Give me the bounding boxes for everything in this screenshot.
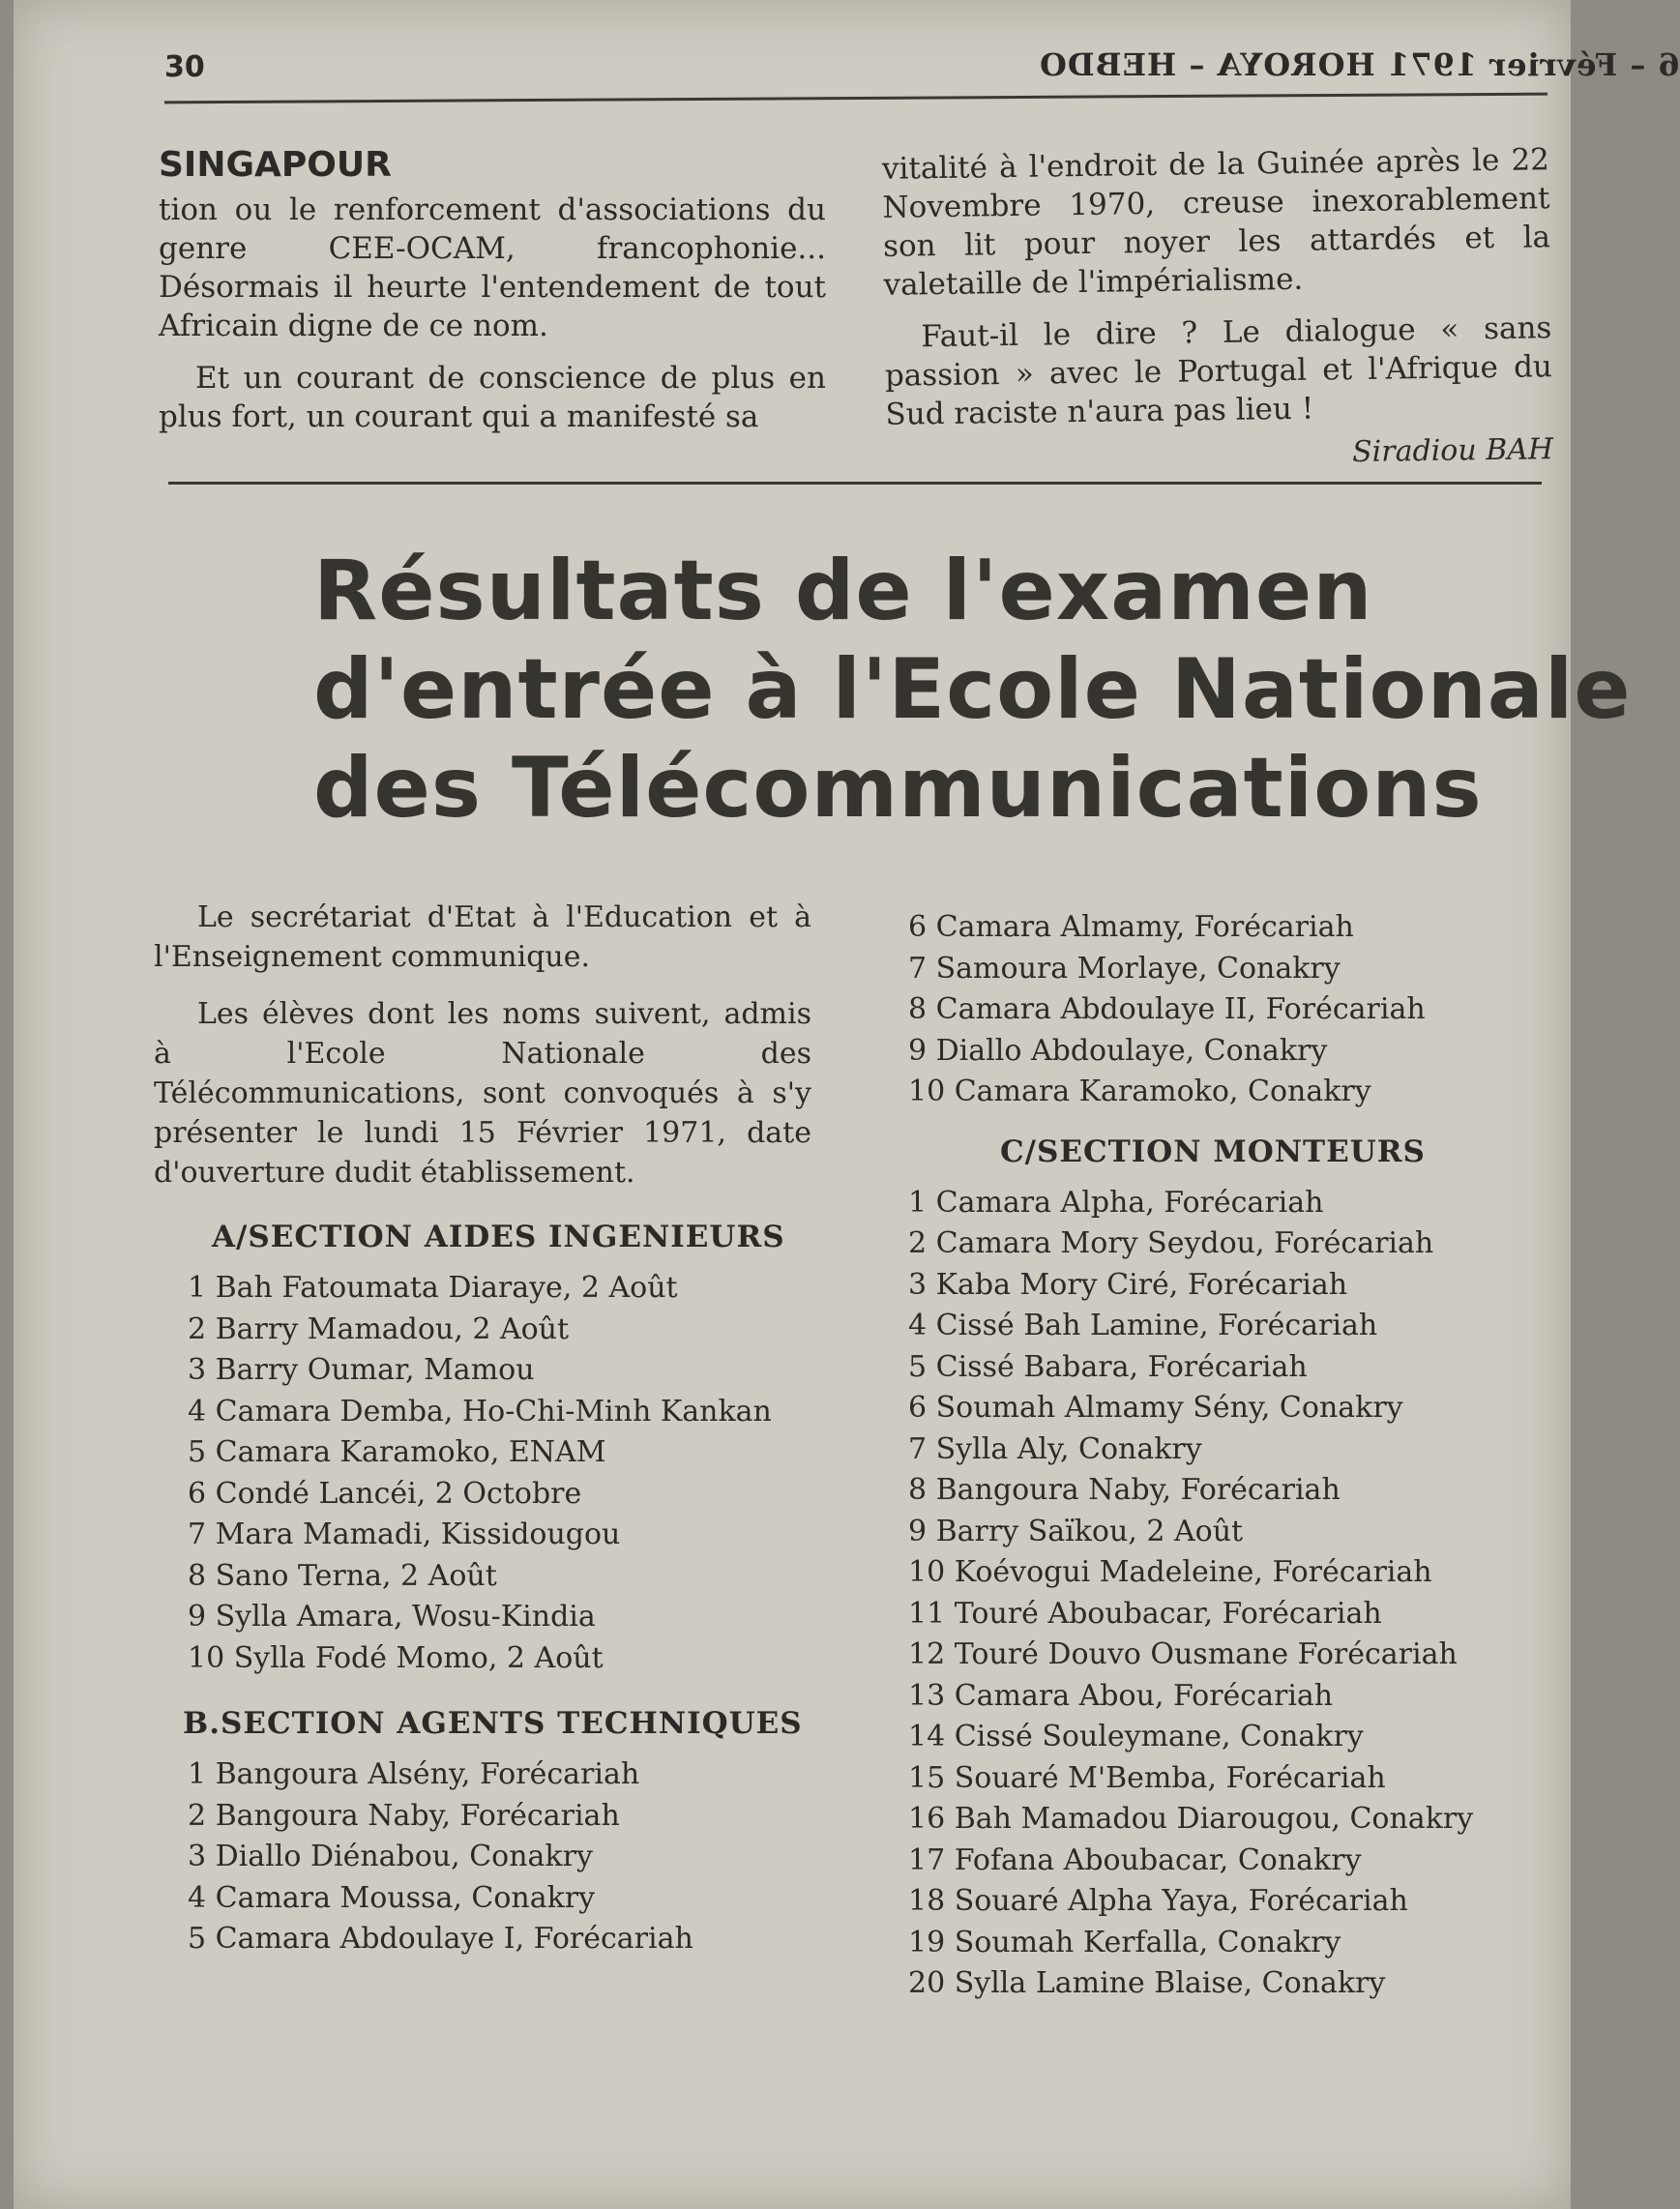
list-item: 3 Kaba Mory Ciré, Forécariah [908, 1267, 1348, 1302]
list-item: 5 Cissé Babara, Forécariah [908, 1349, 1308, 1384]
section-b-list-part2 [908, 907, 1566, 1113]
list-item: 2 Camara Mory Seydou, Forécariah [908, 1226, 1434, 1260]
article-kicker: SINGAPOUR [159, 145, 392, 185]
list-item: 1 Bangoura Alsény, Forécariah [188, 1757, 640, 1791]
list-item: 12 Touré Douvo Ousmane Forécariah [908, 1637, 1458, 1671]
list-item: 3 Barry Oumar, Mamou [188, 1353, 535, 1387]
list-item: 4 Camara Demba, Ho-Chi-Minh Kankan [188, 1394, 772, 1428]
list-item: 7 Samoura Morlaye, Conakry [908, 951, 1341, 986]
list-item: 17 Fofana Aboubacar, Conakry [908, 1842, 1362, 1877]
intro-paragraph: Les élèves dont les noms suivent, admis à l'Ecole Nationale des Télécommunications, sont convoqués à s'y présenter le lundi 15 Février 1971, date d'ouverture dudit établissement. [154, 997, 811, 1190]
list-item: 19 Soumah Kerfalla, Conakry [908, 1925, 1341, 1959]
article-headline [313, 542, 1632, 838]
list-item: 3 Diallo Diénabou, Conakry [188, 1840, 593, 1873]
headline-line: des Télécommunications [313, 740, 1483, 837]
newspaper-page [14, 0, 1680, 2209]
running-title: 6 – Février 1971 HOROYA – HEBDO [1039, 46, 1680, 83]
paragraph: Et un courant de conscience de plus en plus fort, un courant qui a manifesté sa [159, 361, 826, 434]
list-item: 20 Sylla Lamine Blaise, Conakry [908, 1966, 1386, 2000]
intro-paragraph: Le secrétariat d'Etat à l'Education et à l'Enseignement communique. [154, 900, 811, 974]
author-signature: Siradiou BAH [1351, 432, 1554, 470]
list-item: 5 Camara Abdoulaye I, Forécariah [188, 1922, 693, 1956]
paragraph: tion ou le renforcement d'associations du genre CEE-OCAM, francophonie... Désormais il heurte l'entendement de tout Africain digne de ce nom. [159, 192, 826, 343]
list-item: 10 Sylla Fodé Momo, 2 Août [188, 1640, 604, 1675]
list-item: 7 Sylla Aly, Conakry [908, 1431, 1202, 1466]
list-item: 15 Souaré M'Bemba, Forécariah [908, 1760, 1386, 1795]
previous-article-right-column [882, 140, 1554, 476]
list-item: 6 Condé Lancéi, 2 Octobre [188, 1476, 582, 1511]
list-item: 10 Koévogui Madeleine, Forécariah [908, 1555, 1432, 1589]
list-item: 1 Bah Fatoumata Diaraye, 2 Août [188, 1271, 678, 1305]
headline-line: d'entrée à l'Ecole Nationale [313, 641, 1632, 738]
list-item: 13 Camara Abou, Forécariah [908, 1678, 1334, 1713]
list-item: 9 Barry Saïkou, 2 Août [908, 1514, 1244, 1548]
section-a-list [154, 1268, 811, 1679]
article-left-column [154, 898, 811, 1960]
list-item: 5 Camara Karamoko, ENAM [188, 1435, 606, 1469]
list-item: 8 Sano Terna, 2 Août [188, 1558, 497, 1593]
section-divider [168, 482, 1542, 485]
section-b-list-part1 [154, 1754, 811, 1960]
article-right-column [908, 907, 1566, 2005]
list-item: 6 Camara Almamy, Forécariah [908, 910, 1354, 944]
paragraph: vitalité à l'endroit de la Guinée après le 22 Novembre 1970, creuse inexorablement son lit pour noyer les attardés et la valetaille de l'impérialisme. [881, 142, 1551, 303]
section-c-heading: C/SECTION MONTEURS [1000, 1134, 1426, 1169]
list-item: 8 Camara Abdoulaye II, Forécariah [908, 992, 1426, 1026]
section-c-list [908, 1183, 1566, 2005]
list-item: 6 Soumah Almamy Sény, Conakry [908, 1391, 1403, 1425]
list-item: 9 Diallo Abdoulaye, Conakry [908, 1033, 1328, 1068]
list-item: 2 Barry Mamadou, 2 Août [188, 1311, 570, 1346]
section-b-heading: B.SECTION AGENTS TECHNIQUES [183, 1706, 803, 1741]
previous-article-left-column [159, 145, 826, 436]
list-item: 18 Souaré Alpha Yaya, Forécariah [908, 1884, 1408, 1918]
paragraph: Faut-il le dire ? Le dialogue « sans passion » avec le Portugal et l'Afrique du Sud raciste n'aura pas lieu ! [884, 310, 1553, 432]
list-item: 8 Bangoura Naby, Forécariah [908, 1473, 1341, 1507]
list-item: 1 Camara Alpha, Forécariah [908, 1185, 1324, 1220]
section-a-heading: A/SECTION AIDES INGENIEURS [212, 1220, 785, 1254]
list-item: 16 Bah Mamadou Diarougou, Conakry [908, 1802, 1474, 1836]
list-item: 2 Bangoura Naby, Forécariah [188, 1798, 620, 1833]
list-item: 7 Mara Mamadi, Kissidougou [188, 1517, 621, 1551]
page-number: 30 [164, 50, 205, 84]
list-item: 11 Touré Aboubacar, Forécariah [908, 1596, 1382, 1631]
list-item: 10 Camara Karamoko, Conakry [908, 1075, 1371, 1108]
list-item: 4 Cissé Bah Lamine, Forécariah [908, 1309, 1378, 1342]
headline-line: Résultats de l'examen [313, 543, 1373, 639]
list-item: 4 Camara Moussa, Conakry [188, 1880, 596, 1915]
list-item: 14 Cissé Souleymane, Conakry [908, 1720, 1364, 1753]
header-rule [164, 93, 1547, 104]
list-item: 9 Sylla Amara, Wosu-Kindia [188, 1600, 596, 1634]
